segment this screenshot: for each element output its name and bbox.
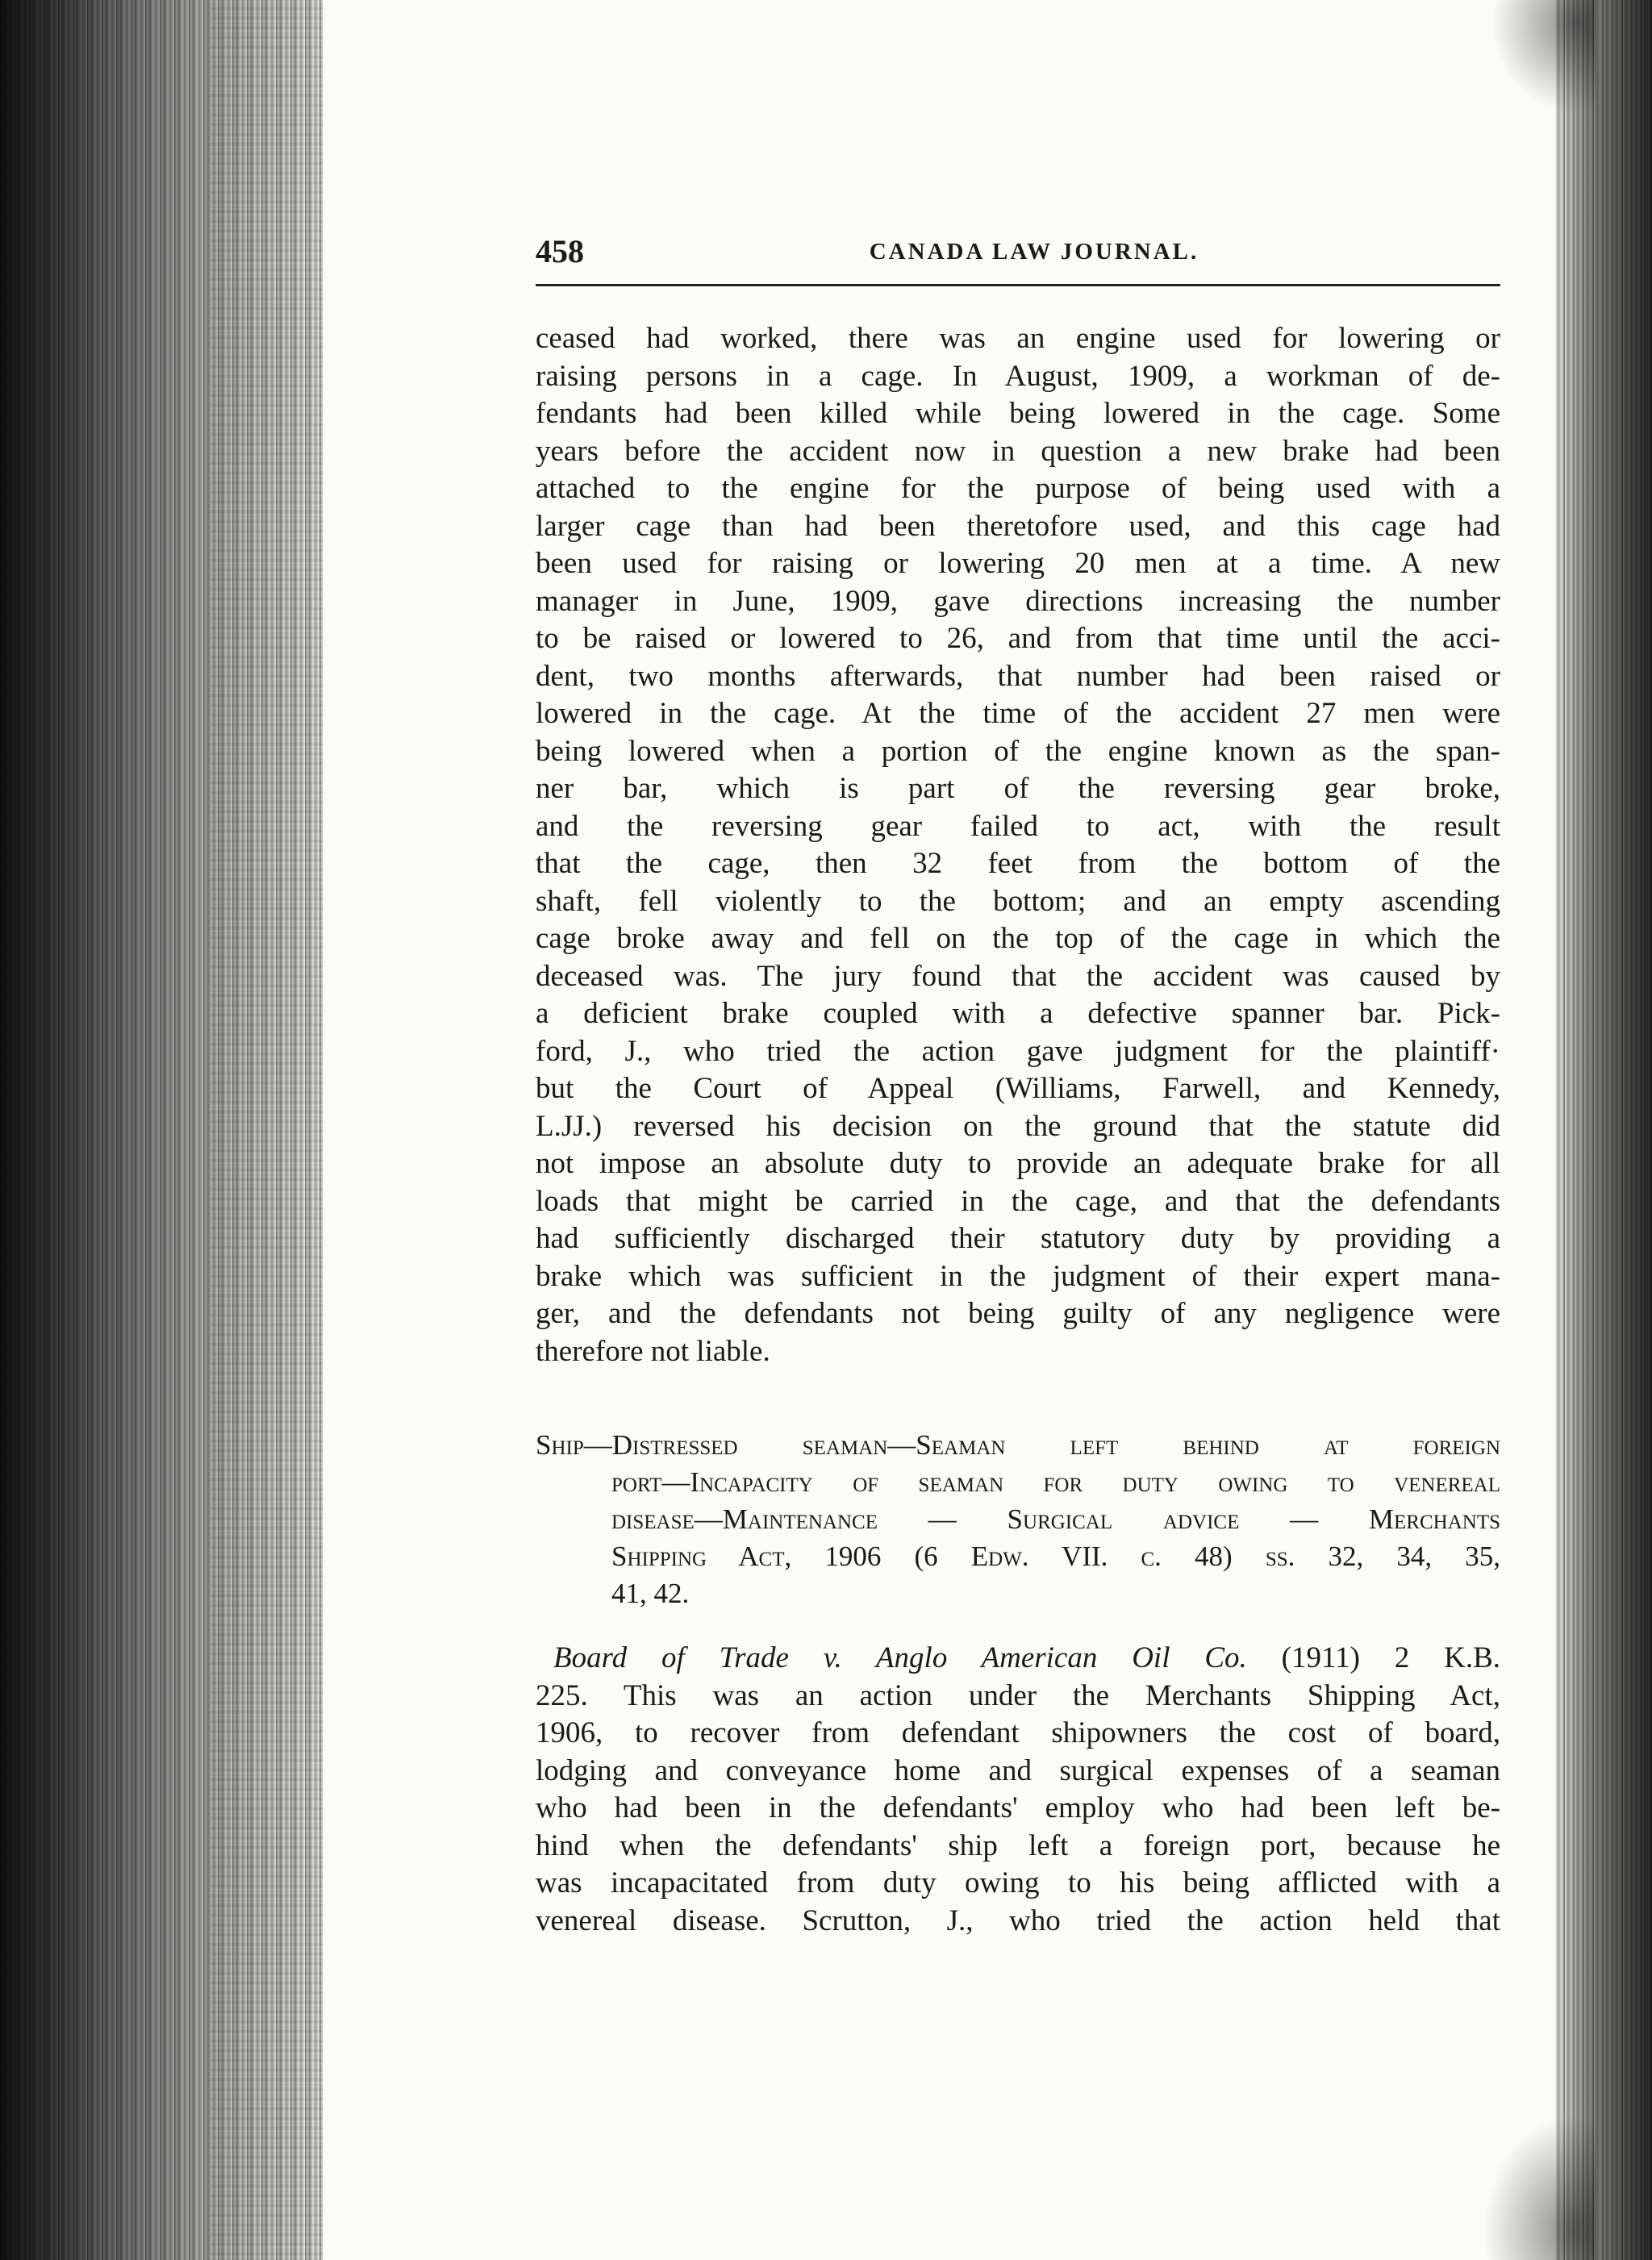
text-line: therefore not liable. xyxy=(536,1334,770,1368)
text-line: to be raised or lowered to 26, and from that time until the acci- xyxy=(536,622,1500,655)
text-line: ger, and the defendants not being guilty of any negligence were xyxy=(536,1297,1500,1330)
case-first-line xyxy=(536,1640,1500,1678)
body-paragraph xyxy=(536,320,1500,1370)
journal-title: CANADA LAW JOURNAL. xyxy=(869,239,1199,265)
text-line: who had been in the defendants' employ who had been left be- xyxy=(536,1791,1500,1824)
text-line: ceased had worked, there was an engine used for lowering or xyxy=(536,322,1500,355)
text-line: that the cage, then 32 feet from the bottom of the xyxy=(536,847,1500,880)
text-line: attached to the engine for the purpose of being used with a xyxy=(536,472,1500,505)
text-line: L.JJ.) reversed his decision on the ground that the statute did xyxy=(536,1109,1500,1143)
text-line: fendants had been killed while being lowered in the cage. Some xyxy=(536,397,1500,430)
text-line: hind when the defendants' ship left a foreign port, because he xyxy=(536,1828,1500,1862)
case-headnote-heading xyxy=(536,1427,1500,1612)
text-line: cage broke away and fell on the top of the cage in which the xyxy=(536,922,1500,955)
scan-noise xyxy=(210,0,323,2260)
text-line: larger cage than had been theretofore used, and this cage had xyxy=(536,509,1500,543)
text-line: ner bar, which is part of the reversing gear broke, xyxy=(536,772,1500,805)
text-line: being lowered when a portion of the engine known as the span- xyxy=(536,734,1500,768)
heading-line: disease—Maintenance — Surgical advice — Merchants xyxy=(611,1503,1500,1535)
running-head xyxy=(536,232,1500,286)
text-line: not impose an absolute duty to provide an adequate brake for all xyxy=(536,1147,1500,1180)
text-line: dent, two months afterwards, that number had been raised or xyxy=(536,659,1500,693)
heading-line: Ship—Distressed seaman—Seaman left behind at foreign xyxy=(536,1429,1500,1461)
book-page xyxy=(536,232,1500,1940)
case-citation: (1911) 2 K.B. xyxy=(1281,1641,1500,1674)
heading-line: port—Incapacity of seaman for duty owing to venereal xyxy=(611,1466,1500,1498)
case-title: Board of Trade v. Anglo American Oil Co. xyxy=(553,1641,1247,1674)
text-line: had sufficiently discharged their statutory duty by providing a xyxy=(536,1222,1500,1255)
heading-line: Shipping Act, 1906 (6 Edw. VII. c. 48) ss. 32, 34, 35, xyxy=(611,1541,1500,1572)
scan-corner-shadow-top xyxy=(1491,0,1596,113)
text-line: years before the accident now in question a new brake had been xyxy=(536,434,1500,468)
case-paragraph xyxy=(536,1640,1500,1940)
text-line: 225. This was an action under the Merchants Shipping Act, xyxy=(536,1678,1500,1712)
text-line: but the Court of Appeal (Williams, Farwell, and Kennedy, xyxy=(536,1072,1500,1105)
text-line: and the reversing gear failed to act, with the result xyxy=(536,809,1500,843)
text-line: lowered in the cage. At the time of the accident 27 men were xyxy=(536,697,1500,730)
scan-corner-shadow-bottom xyxy=(1483,2115,1596,2260)
text-line: was incapacitated from duty owing to his being afflicted with a xyxy=(536,1866,1500,1899)
text-line: 1906, to recover from defendant shipowners the cost of board, xyxy=(536,1716,1500,1749)
text-line: shaft, fell violently to the bottom; and an empty ascending xyxy=(536,884,1500,918)
page-number: 458 xyxy=(536,233,584,269)
text-line: raising persons in a cage. In August, 1909, a workman of de- xyxy=(536,359,1500,393)
text-line: ford, J., who tried the action gave judgment for the plaintiff· xyxy=(536,1034,1500,1068)
heading-line: 41, 42. xyxy=(611,1578,690,1609)
text-line: a deficient brake coupled with a defective spanner bar. Pick- xyxy=(536,997,1500,1030)
text-line: lodging and conveyance home and surgical expenses of a seaman xyxy=(536,1753,1500,1787)
text-line: deceased was. The jury found that the accident was caused by xyxy=(536,959,1500,993)
text-line: manager in June, 1909, gave directions increasing the number xyxy=(536,584,1500,618)
text-line: been used for raising or lowering 20 men at a time. A new xyxy=(536,547,1500,580)
page-right-edge xyxy=(1555,0,1652,2260)
text-line: venereal disease. Scrutton, J., who tried the action held that xyxy=(536,1903,1500,1937)
text-line: loads that might be carried in the cage, and that the defendants xyxy=(536,1184,1500,1218)
text-line: brake which was sufficient in the judgment of their expert mana- xyxy=(536,1259,1500,1293)
